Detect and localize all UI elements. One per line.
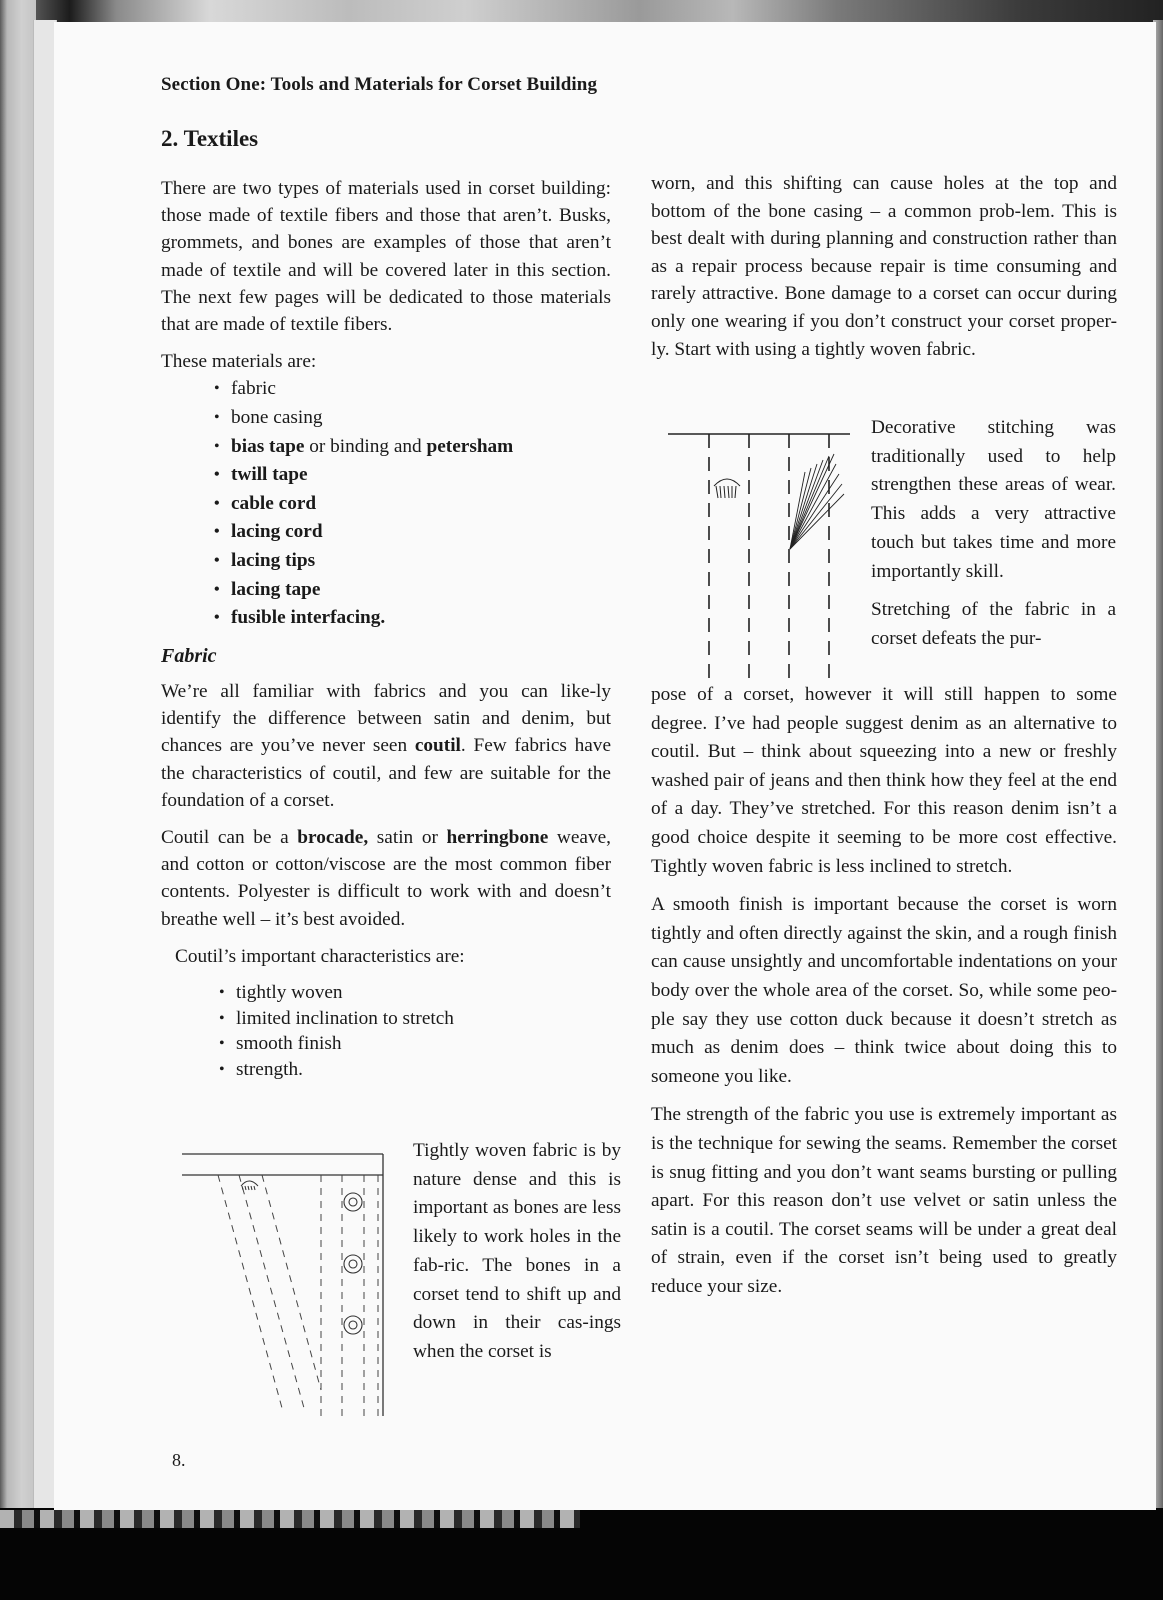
characteristic-item: • strength. — [236, 1057, 611, 1083]
material-item: • lacing tape — [231, 576, 611, 605]
material-term: bias tape — [231, 435, 305, 457]
stretching-paragraph-start: Stretching of the fabric in a corset defeats the pur- — [871, 599, 1116, 649]
material-item: • lacing cord — [231, 518, 611, 547]
bone-tip-stitching-icon — [241, 1181, 258, 1190]
material-item: • twill tape — [231, 461, 611, 490]
text-run: . Few fabrics have the characteristics of coutil, and few are suitable for the foundation of a corset. — [161, 735, 612, 811]
material-item: • fabric — [231, 375, 611, 404]
right-column-continuation: worn, and this shifting can cause holes at the top and bottom of the bone casing – a common prob-lem. This is best dealt with during planning and construction rather than as a repair process because repair is time consuming and rarely attractive. Bone damage to a corset can occur during only one wearing if you don’t construct your corset proper-ly. Start with using a tightly woven fabric. — [651, 173, 1117, 360]
stretching-paragraph-continued: pose of a corset, however it will still happen to some degree. I’ve had people suggest denim as an alternative to coutil. But – think about squeezing into a new or freshly washed pair of jeans and then think how they feel at the end of a day. They’ve stretched. For this reason denim isn’t a good choice despite it seeming to be more cost effective. Tightly woven fabric is less inclined to stretch. — [651, 684, 1117, 877]
material-item: • bone casing — [231, 404, 611, 433]
text-run: satin or — [368, 826, 447, 848]
diagonal-casing-line — [218, 1175, 282, 1408]
characteristics-intro: Coutil’s important characteristics are: — [175, 945, 465, 967]
left-column — [161, 175, 611, 1092]
coutil-paragraph — [161, 824, 611, 933]
material-item — [231, 433, 611, 462]
right-column-body — [651, 681, 1117, 1311]
material-item: • fusible interfacing. — [231, 604, 611, 633]
grommet-icon — [344, 1193, 362, 1211]
characteristic-item: • limited inclination to stretch — [236, 1006, 611, 1032]
chapter-title: 2. Textiles — [161, 126, 259, 151]
characteristic-item: • smooth finish — [236, 1031, 611, 1057]
figure-side-text-right — [871, 414, 1116, 664]
text-run: weave, and cotton or cotton/viscose are the most common fiber contents. Polyester is difficult to work with and doesn’t breathe well – it’s best avoided. — [161, 826, 611, 930]
grommet-hole — [349, 1260, 357, 1268]
text-run: We’re all familiar with fabrics and you can like-ly identify the difference between satin and denim, but chances are you’ve never seen — [161, 680, 611, 757]
decorative-stitching-paragraph: Decorative stitching was traditionally used to help strengthen these areas of wear. This adds a very attractive touch but takes time and more importantly skill. — [871, 417, 1116, 582]
bone-tip-stitching-icon — [714, 479, 740, 498]
term-coutil: coutil — [414, 735, 461, 757]
term-herringbone: herringbone — [446, 826, 549, 848]
material-item: • lacing tips — [231, 547, 611, 576]
text-run: Coutil can be a — [161, 826, 298, 848]
intro-paragraph: There are two types of materials used in corset building: those made of textile fibers and those that aren’t. Busks, grommets, and bones are examples of those that aren’t made of textile and will be covered later in this section. The next few pages will be dedicated to those materials that are made of textile fibers. — [161, 178, 611, 336]
scan-border-top — [0, 0, 1163, 24]
smooth-finish-paragraph: A smooth finish is important because the corset is worn tightly and often directly against the skin, and a rough finish can cause unsightly and uncomfortable indentations on your body over the whole area of the corset. So, while some peo-ple say they use cotton duck because it doesn’t stretch as much as denim does – think twice about doing this to someone you like. — [651, 894, 1117, 1087]
materials-intro: These materials are: — [161, 351, 317, 373]
material-term: petersham — [426, 435, 514, 457]
decorative-fan-stitching-icon — [790, 454, 844, 549]
page-number: 8. — [172, 1450, 186, 1470]
figure-side-text-left: Tightly woven fabric is by nature dense and this is important as bones are less likely to work holes in the fab-ric. The bones in a corset tend to shift up and down in their cas-ings when the corset is — [413, 1140, 621, 1362]
fabric-paragraph — [161, 678, 611, 814]
material-item: • cable cord — [231, 490, 611, 519]
running-head: Section One: Tools and Materials for Corset Building — [161, 74, 598, 95]
materials-list — [161, 375, 611, 632]
corset-panel-illustration — [178, 1150, 386, 1416]
grommet-hole — [349, 1198, 357, 1206]
grommet-icon — [344, 1255, 362, 1273]
strength-paragraph: The strength of the fabric you use is extremely important as is the technique for sewing the seams. Remember the corset is snug fitting and you don’t want seams bursting or pulling apart. For this reason don’t use velvet or satin unless the satin is a coutil. The corset seams will be under a great deal of strain, even if the corset isn’t being used to greatly reduce your size. — [651, 1104, 1117, 1297]
grommet-hole — [349, 1321, 357, 1329]
characteristic-item: • tightly woven — [236, 980, 611, 1006]
bone-casing-stitch-illustration — [664, 424, 854, 680]
term-brocade: brocade, — [297, 826, 369, 848]
fabric-subheading: Fabric — [161, 644, 217, 667]
diagonal-casing-line — [262, 1175, 321, 1390]
material-connector: or binding and — [304, 435, 427, 457]
grommets — [344, 1193, 362, 1334]
scan-bottom-texture — [0, 1510, 580, 1528]
characteristics-list — [161, 980, 611, 1082]
grommet-icon — [344, 1316, 362, 1334]
scan-border-left — [0, 0, 36, 1510]
